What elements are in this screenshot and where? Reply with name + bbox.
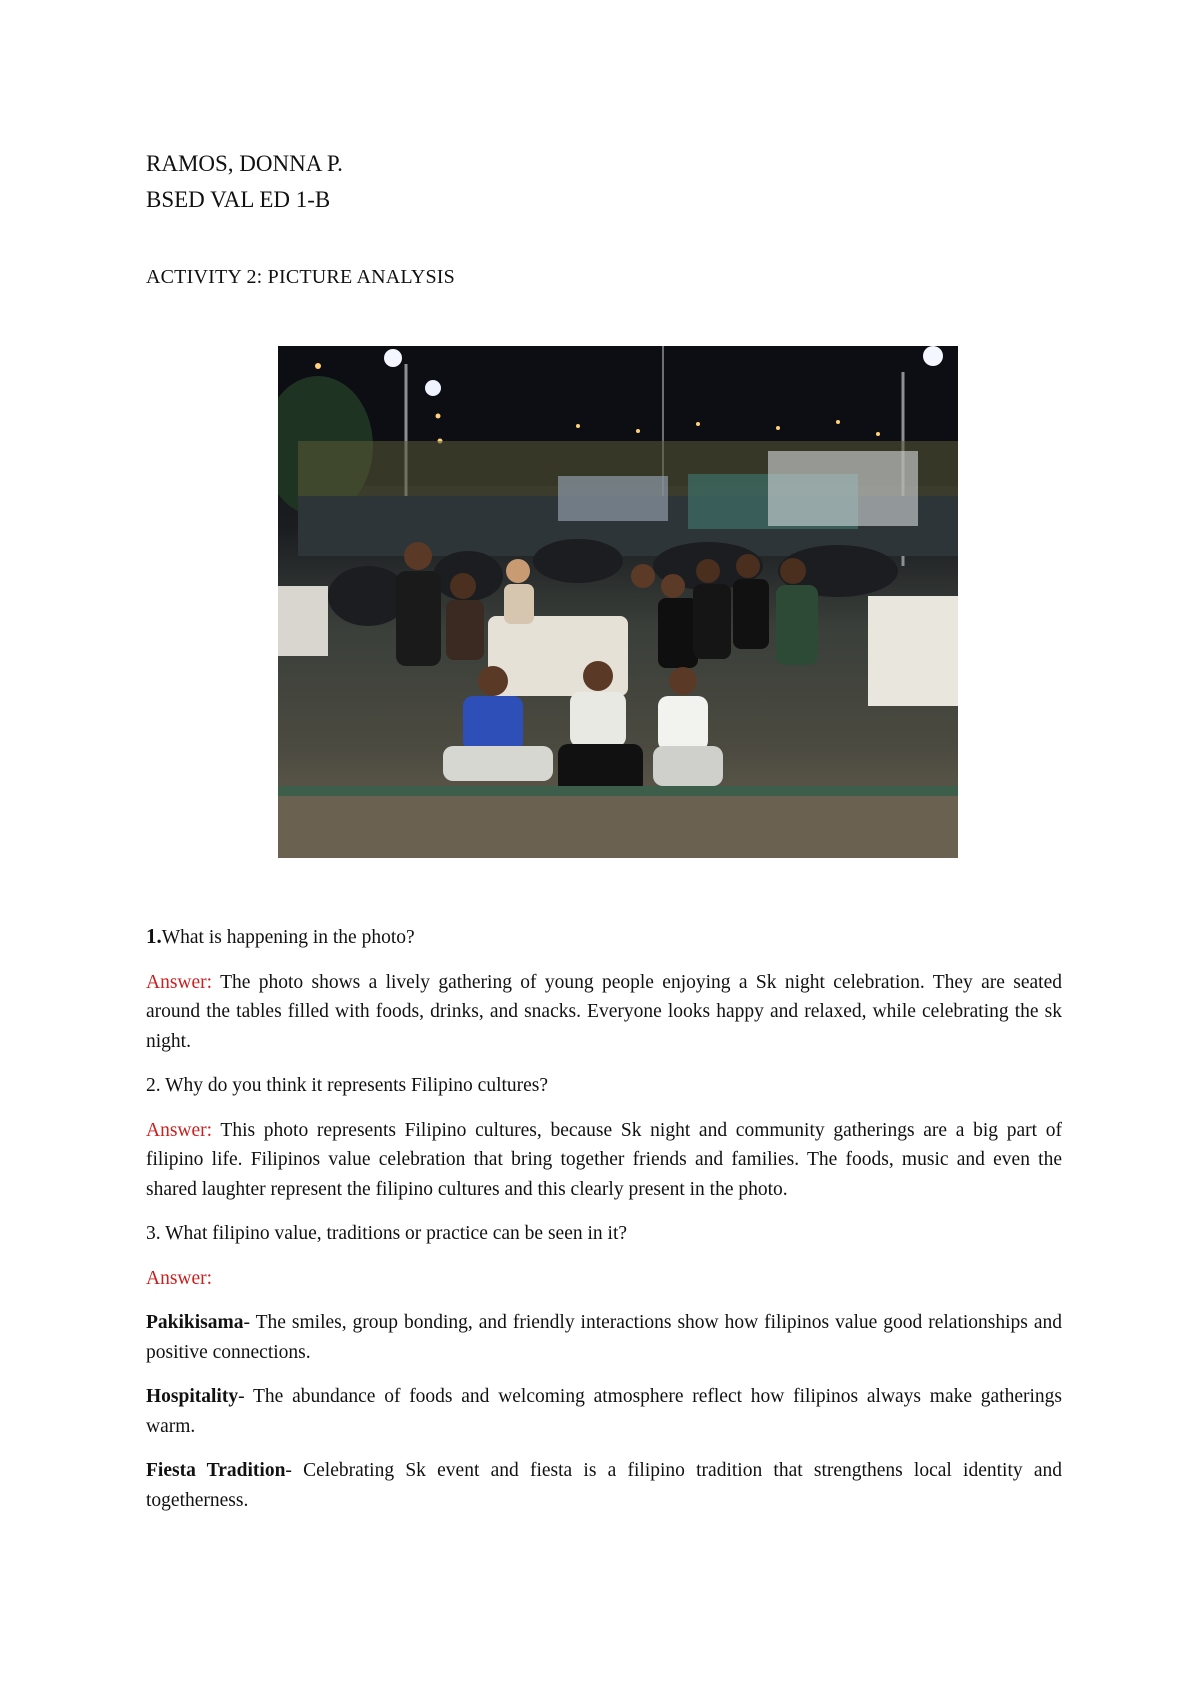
value-text: - The smiles, group bonding, and friendly interactions show how filipinos value good relationships and positive connections. [146, 1312, 1062, 1363]
photo-illustration [278, 346, 958, 858]
answer-2 [146, 1116, 1062, 1205]
value-text: - The abundance of foods and welcoming atmosphere reflect how filipinos always make gatherings warm. [146, 1386, 1062, 1437]
question-2 [146, 1071, 1062, 1101]
question-text: Why do you think it represents Filipino cultures? [160, 1075, 549, 1096]
question-number: 1. [146, 924, 162, 948]
value-pakikisama [146, 1308, 1062, 1367]
value-hospitality [146, 1382, 1062, 1441]
value-term: Hospitality [146, 1386, 239, 1407]
answer-label: Answer: [146, 971, 213, 993]
question-3 [146, 1219, 1062, 1249]
activity-title: ACTIVITY 2: PICTURE ANALYSIS [146, 266, 455, 288]
student-course: BSED VAL ED 1-B [146, 187, 331, 212]
answer-1 [146, 968, 1062, 1057]
question-number: 3. [146, 1223, 161, 1244]
analysis-content [146, 922, 1062, 1530]
answer-3 [146, 1264, 1062, 1294]
question-text: What filipino value, traditions or practice can be seen in it? [160, 1223, 628, 1244]
student-header [146, 146, 343, 218]
answer-text: This photo represents Filipino cultures, because Sk night and community gatherings are a big part of filipino life. Filipinos value celebration that bring together friends and families. The foods, music and even the shared laughter represent the filipino cultures and this clearly present in the photo. [146, 1119, 1062, 1200]
student-name: RAMOS, DONNA P. [146, 151, 343, 176]
answer-text: The photo shows a lively gathering of young people enjoying a Sk night celebration. They are seated around the tables filled with foods, drinks, and snacks. Everyone looks happy and relaxed, while celebrating the sk night. [146, 971, 1062, 1052]
value-term: Fiesta Tradition [146, 1460, 286, 1481]
question-number: 2. [146, 1075, 161, 1096]
value-text: - Celebrating Sk event and fiesta is a filipino tradition that strengthens local identity and togetherness. [146, 1460, 1062, 1511]
question-text: What is happening in the photo? [161, 927, 415, 948]
event-photo [278, 346, 958, 858]
answer-label: Answer: [146, 1267, 213, 1289]
value-fiesta-tradition [146, 1456, 1062, 1515]
value-term: Pakikisama [146, 1312, 244, 1333]
question-1 [146, 922, 1062, 953]
answer-label: Answer: [146, 1119, 213, 1141]
